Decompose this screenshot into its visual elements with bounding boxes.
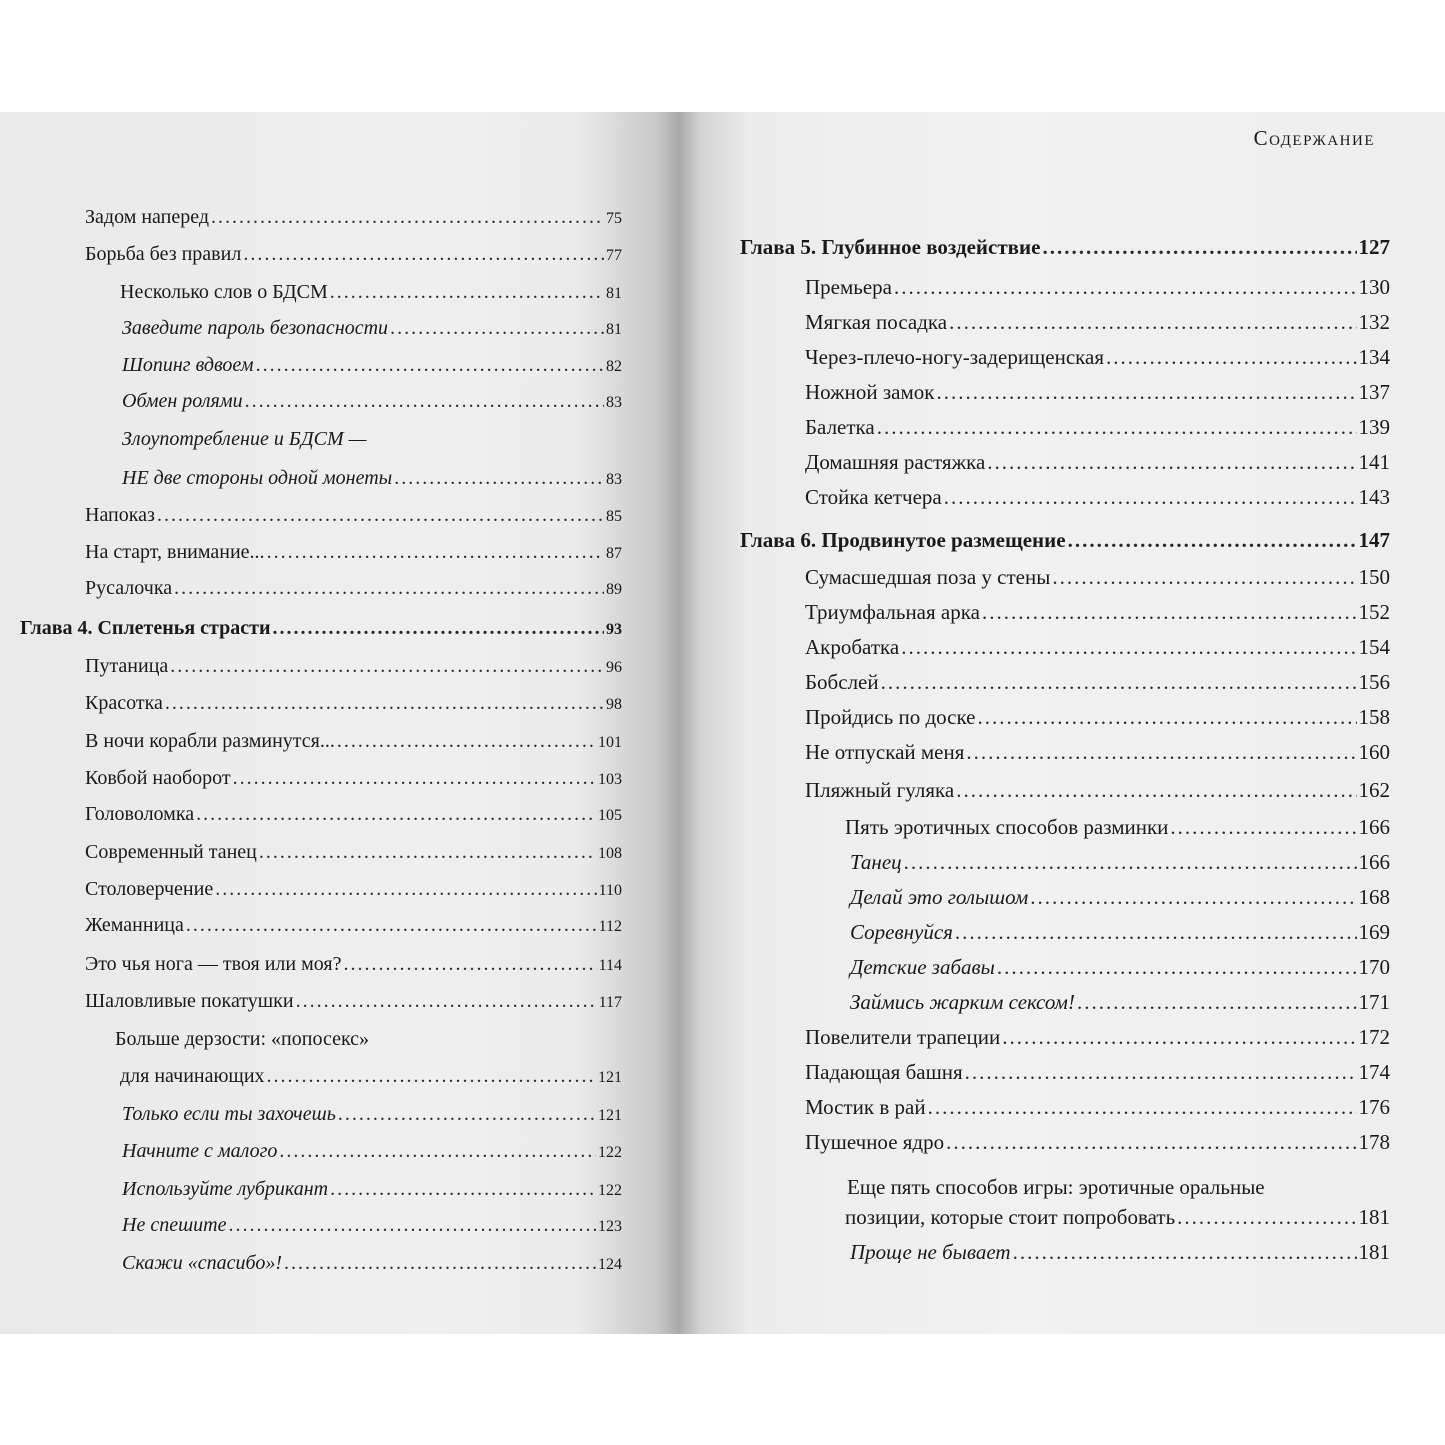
toc-entry xyxy=(122,1141,622,1161)
toc-entry-title: Пять эротичных способов разминки xyxy=(845,815,1169,839)
toc-entry xyxy=(85,693,622,713)
toc-entry-title: Через-плечо-ногу-задерищенская xyxy=(805,345,1105,369)
toc-entry-title: Танец xyxy=(850,850,902,874)
toc-entry xyxy=(122,1179,622,1199)
dot-leader xyxy=(1013,1242,1357,1263)
toc-entry xyxy=(85,578,622,598)
toc-entry-title: Головоломка xyxy=(85,803,195,825)
dot-leader xyxy=(186,915,597,935)
dot-leader xyxy=(233,768,596,788)
toc-entry-page-number: 181 xyxy=(1358,1205,1390,1229)
dot-leader xyxy=(1077,992,1357,1013)
dot-leader xyxy=(1106,347,1356,368)
toc-entry-title: Только если ты захочешь xyxy=(122,1103,336,1125)
toc-entry-page-number: 170 xyxy=(1358,955,1390,979)
toc-entry xyxy=(805,277,1390,298)
toc-entry xyxy=(85,954,622,974)
dot-leader xyxy=(982,602,1357,623)
toc-entry-title: Ножной замок xyxy=(805,380,935,404)
toc-entry-page-number: 132 xyxy=(1358,310,1390,334)
toc-entry-title: Стойка кетчера xyxy=(805,485,942,509)
toc-entry-title: для начинающих xyxy=(120,1065,265,1087)
toc-entry-page-number: 160 xyxy=(1358,740,1390,764)
toc-entry-title: Русалочка xyxy=(85,577,173,599)
toc-entry-page-number: 98 xyxy=(606,696,622,713)
toc-entry-page-number: 147 xyxy=(1358,528,1390,552)
dot-leader xyxy=(245,391,604,411)
toc-entry-title: Шаловливые покатушки xyxy=(85,990,294,1012)
toc-entry xyxy=(845,817,1390,838)
dot-leader xyxy=(928,1097,1357,1118)
toc-entry-title: Мягкая посадка xyxy=(805,310,948,334)
toc-entry-page-number: 169 xyxy=(1358,920,1390,944)
toc-entry-page-number: 152 xyxy=(1358,600,1390,624)
dot-leader xyxy=(394,468,604,488)
toc-entry xyxy=(850,887,1390,908)
toc-entry-page-number: 93 xyxy=(606,621,622,638)
toc-entry-page-number: 108 xyxy=(598,845,622,862)
toc-entry-title: Задом наперед xyxy=(85,206,210,228)
dot-leader xyxy=(165,693,604,713)
toc-entry-title: Займись жарким сексом! xyxy=(850,990,1075,1014)
toc-entry xyxy=(805,487,1390,508)
dot-leader xyxy=(343,954,596,974)
toc-entry xyxy=(805,1132,1390,1153)
toc-entry-title: Столоверчение xyxy=(85,878,214,900)
toc-entry xyxy=(805,1027,1390,1048)
dot-leader xyxy=(1170,817,1356,838)
dot-leader xyxy=(338,1104,596,1124)
toc-entry xyxy=(115,1029,622,1049)
toc-entry-title: Заведите пароль безопасности xyxy=(122,317,389,339)
toc-entry-page-number: 112 xyxy=(598,918,622,935)
toc-entry xyxy=(85,804,622,824)
toc-entry xyxy=(850,922,1390,943)
dot-leader xyxy=(259,842,596,862)
dot-leader xyxy=(1052,567,1356,588)
toc-entry-page-number: 166 xyxy=(1358,850,1390,874)
toc-entry-page-number: 127 xyxy=(1358,235,1390,259)
toc-entry-title: Обмен ролями xyxy=(122,390,243,412)
toc-entry-page-number: 166 xyxy=(1358,815,1390,839)
book-spread xyxy=(0,112,1445,1334)
toc-entry xyxy=(850,957,1390,978)
toc-entry-page-number: 82 xyxy=(606,358,622,375)
dot-leader xyxy=(1042,237,1356,258)
toc-entry xyxy=(805,312,1390,333)
toc-entry xyxy=(805,707,1390,728)
toc-entry xyxy=(805,417,1390,438)
dot-leader xyxy=(157,505,604,525)
toc-entry-title: Пройдись по доске xyxy=(805,705,976,729)
toc-entry-page-number: 171 xyxy=(1358,990,1390,1014)
dot-leader xyxy=(901,637,1356,658)
toc-entry xyxy=(805,672,1390,693)
toc-entry xyxy=(85,656,622,676)
toc-entry-title: Балетка xyxy=(805,415,875,439)
toc-entry-title: позиции, которые стоит попробовать xyxy=(845,1205,1176,1229)
dot-leader xyxy=(279,1141,596,1161)
toc-entry-title: Падающая башня xyxy=(805,1060,963,1084)
dot-leader xyxy=(267,1066,596,1086)
toc-entry-page-number: 143 xyxy=(1358,485,1390,509)
toc-entry-title: Красотка xyxy=(85,692,163,714)
toc-entry xyxy=(847,1177,1390,1198)
dot-leader xyxy=(955,922,1357,943)
dot-leader xyxy=(956,780,1356,801)
toc-entry-title: Триумфальная арка xyxy=(805,600,980,624)
toc-entry-title: Повелители трапеции xyxy=(805,1025,1001,1049)
toc-entry xyxy=(85,731,622,751)
toc-entry xyxy=(850,852,1390,873)
toc-entry-page-number: 81 xyxy=(606,321,622,338)
toc-entry xyxy=(805,602,1390,623)
toc-entry-title: Премьера xyxy=(805,275,892,299)
toc-entry-page-number: 134 xyxy=(1358,345,1390,369)
dot-leader xyxy=(881,672,1357,693)
dot-leader xyxy=(337,731,596,751)
toc-entry-page-number: 168 xyxy=(1358,885,1390,909)
toc-entry xyxy=(850,1242,1390,1263)
toc-entry-title: В ночи корабли разминутся... xyxy=(85,730,335,752)
dot-leader xyxy=(966,742,1356,763)
toc-entry-page-number: 181 xyxy=(1358,1240,1390,1264)
toc-entry-title: На старт, внимание... xyxy=(85,541,265,563)
toc-entry-page-number: 117 xyxy=(598,994,622,1011)
dot-leader xyxy=(904,852,1357,873)
dot-leader xyxy=(272,618,604,638)
toc-entry-page-number: 101 xyxy=(598,734,622,751)
toc-entry-page-number: 154 xyxy=(1358,635,1390,659)
toc-entry-title: Соревнуйся xyxy=(850,920,953,944)
toc-entry-title: Детские забавы xyxy=(850,955,995,979)
toc-entry xyxy=(805,637,1390,658)
toc-entry-title: Бобслей xyxy=(805,670,879,694)
toc-entry-title: Сумасшедшая поза у стены xyxy=(805,565,1051,589)
toc-entry xyxy=(122,391,622,411)
toc-entry xyxy=(805,1062,1390,1083)
toc-entry-title: Не отпускай меня xyxy=(805,740,965,764)
toc-entry xyxy=(845,1207,1390,1228)
toc-chapter-entry xyxy=(20,618,622,638)
toc-chapter-entry xyxy=(740,530,1390,551)
toc-entry-title: Мостик в рай xyxy=(805,1095,926,1119)
toc-entry-page-number: 158 xyxy=(1358,705,1390,729)
toc-entry-page-number: 174 xyxy=(1358,1060,1390,1084)
toc-entry-title: Путаница xyxy=(85,655,169,677)
toc-entry xyxy=(122,1104,622,1124)
dot-leader xyxy=(949,312,1356,333)
toc-entry-page-number: 141 xyxy=(1358,450,1390,474)
toc-entry-title: Домашняя растяжка xyxy=(805,450,986,474)
toc-entry xyxy=(85,207,622,227)
dot-leader xyxy=(215,879,596,899)
toc-entry xyxy=(122,355,622,375)
toc-entry xyxy=(122,1253,622,1273)
toc-entry xyxy=(850,992,1390,1013)
toc-entry xyxy=(805,382,1390,403)
toc-entry xyxy=(805,780,1390,801)
toc-entry xyxy=(122,1215,622,1235)
toc-entry-page-number: 83 xyxy=(606,471,622,488)
toc-entry-title: Глава 6. Продвинутое размещение xyxy=(740,528,1066,552)
toc-entry xyxy=(122,468,622,488)
dot-leader xyxy=(1177,1207,1356,1228)
toc-entry-page-number: 96 xyxy=(606,659,622,676)
toc-chapter-entry xyxy=(740,237,1390,258)
toc-entry-page-number: 123 xyxy=(598,1218,622,1235)
toc-entry-page-number: 103 xyxy=(598,771,622,788)
dot-leader xyxy=(1068,530,1357,551)
toc-entry-page-number: 137 xyxy=(1358,380,1390,404)
toc-entry xyxy=(805,567,1390,588)
dot-leader xyxy=(978,707,1357,728)
dot-leader xyxy=(987,452,1356,473)
toc-entry-title: Акробатка xyxy=(805,635,900,659)
toc-entry-title: Делай это голышом xyxy=(850,885,1029,909)
toc-entry-title: НЕ две стороны одной монеты xyxy=(122,467,393,489)
toc-entry-page-number: 122 xyxy=(598,1144,622,1161)
toc-entry-page-number: 83 xyxy=(606,394,622,411)
toc-entry-page-number: 176 xyxy=(1358,1095,1390,1119)
toc-entry xyxy=(85,842,622,862)
dot-leader xyxy=(330,1179,596,1199)
toc-entry-page-number: 75 xyxy=(606,210,622,227)
toc-entry-page-number: 172 xyxy=(1358,1025,1390,1049)
toc-entry-title: Еще пять способов игры: эротичные оральные xyxy=(847,1175,1265,1199)
toc-entry-page-number: 150 xyxy=(1358,565,1390,589)
toc-entry-page-number: 87 xyxy=(606,545,622,562)
dot-leader xyxy=(877,417,1357,438)
dot-leader xyxy=(997,957,1357,978)
toc-entry-page-number: 124 xyxy=(598,1256,622,1273)
toc-entry xyxy=(122,429,622,449)
toc-entry xyxy=(85,542,622,562)
toc-entry-title: Современный танец xyxy=(85,841,257,863)
toc-entry-page-number: 139 xyxy=(1358,415,1390,439)
toc-entry-page-number: 114 xyxy=(598,957,622,974)
toc-entry-title: Используйте лубрикант xyxy=(122,1178,329,1200)
dot-leader xyxy=(196,804,596,824)
toc-entry-page-number: 130 xyxy=(1358,275,1390,299)
toc-entry xyxy=(85,768,622,788)
toc-entry-title: Пляжный гуляка xyxy=(805,778,955,802)
toc-entry-title: Злоупотребление и БДСМ — xyxy=(122,428,367,450)
running-head: Содержание xyxy=(1253,126,1375,150)
toc-entry-title: Больше дерзости: «попосекс» xyxy=(115,1028,370,1050)
toc-entry-page-number: 85 xyxy=(606,508,622,525)
dot-leader xyxy=(174,578,604,598)
toc-entry xyxy=(805,452,1390,473)
dot-leader xyxy=(243,244,604,264)
toc-entry xyxy=(85,505,622,525)
toc-entry-page-number: 110 xyxy=(598,882,622,899)
toc-entry-title: Пушечное ядро xyxy=(805,1130,945,1154)
dot-leader xyxy=(965,1062,1357,1083)
toc-entry xyxy=(120,282,622,302)
toc-entry-title: Несколько слов о БДСМ xyxy=(120,281,328,303)
toc-entry-title: Глава 4. Сплетенья страсти xyxy=(20,617,271,639)
dot-leader xyxy=(284,1253,596,1273)
toc-entry-title: Жеманница xyxy=(85,914,184,936)
toc-entry xyxy=(85,879,622,899)
toc-entry xyxy=(85,244,622,264)
dot-leader xyxy=(946,1132,1356,1153)
toc-entry xyxy=(120,1066,622,1086)
toc-entry-page-number: 156 xyxy=(1358,670,1390,694)
toc-entry-page-number: 121 xyxy=(598,1069,622,1086)
dot-leader xyxy=(229,1215,597,1235)
right-page xyxy=(685,112,1445,1334)
toc-entry-title: Не спешите xyxy=(122,1214,227,1236)
toc-entry-page-number: 162 xyxy=(1358,778,1390,802)
toc-entry-page-number: 77 xyxy=(606,247,622,264)
dot-leader xyxy=(267,542,604,562)
toc-entry xyxy=(805,742,1390,763)
toc-entry-title: Борьба без правил xyxy=(85,243,242,265)
toc-entry xyxy=(85,915,622,935)
dot-leader xyxy=(330,282,604,302)
toc-entry-title: Начните с малого xyxy=(122,1140,278,1162)
toc-entry-page-number: 105 xyxy=(598,807,622,824)
dot-leader xyxy=(211,207,604,227)
dot-leader xyxy=(937,382,1357,403)
toc-entry-page-number: 81 xyxy=(606,285,622,302)
dot-leader xyxy=(944,487,1357,508)
dot-leader xyxy=(1030,887,1356,908)
dot-leader xyxy=(390,318,604,338)
toc-entry-page-number: 89 xyxy=(606,581,622,598)
toc-entry-title: Это чья нога — твоя или моя? xyxy=(85,953,342,975)
toc-entry xyxy=(805,347,1390,368)
dot-leader xyxy=(256,355,604,375)
toc-entry-page-number: 122 xyxy=(598,1182,622,1199)
toc-entry-title: Ковбой наоборот xyxy=(85,767,231,789)
dot-leader xyxy=(1002,1027,1356,1048)
dot-leader xyxy=(170,656,604,676)
toc-entry-title: Напоказ xyxy=(85,504,155,526)
dot-leader xyxy=(894,277,1357,298)
toc-entry xyxy=(805,1097,1390,1118)
toc-entry-title: Проще не бывает xyxy=(850,1240,1011,1264)
dot-leader xyxy=(296,991,597,1011)
toc-entry-page-number: 178 xyxy=(1358,1130,1390,1154)
toc-entry-title: Шопинг вдвоем xyxy=(122,354,254,376)
toc-entry-title: Скажи «спасибо»! xyxy=(122,1252,283,1274)
toc-entry xyxy=(85,991,622,1011)
toc-entry xyxy=(122,318,622,338)
toc-entry-title: Глава 5. Глубинное воздействие xyxy=(740,235,1041,259)
left-page xyxy=(0,112,660,1334)
toc-entry-page-number: 121 xyxy=(598,1107,622,1124)
